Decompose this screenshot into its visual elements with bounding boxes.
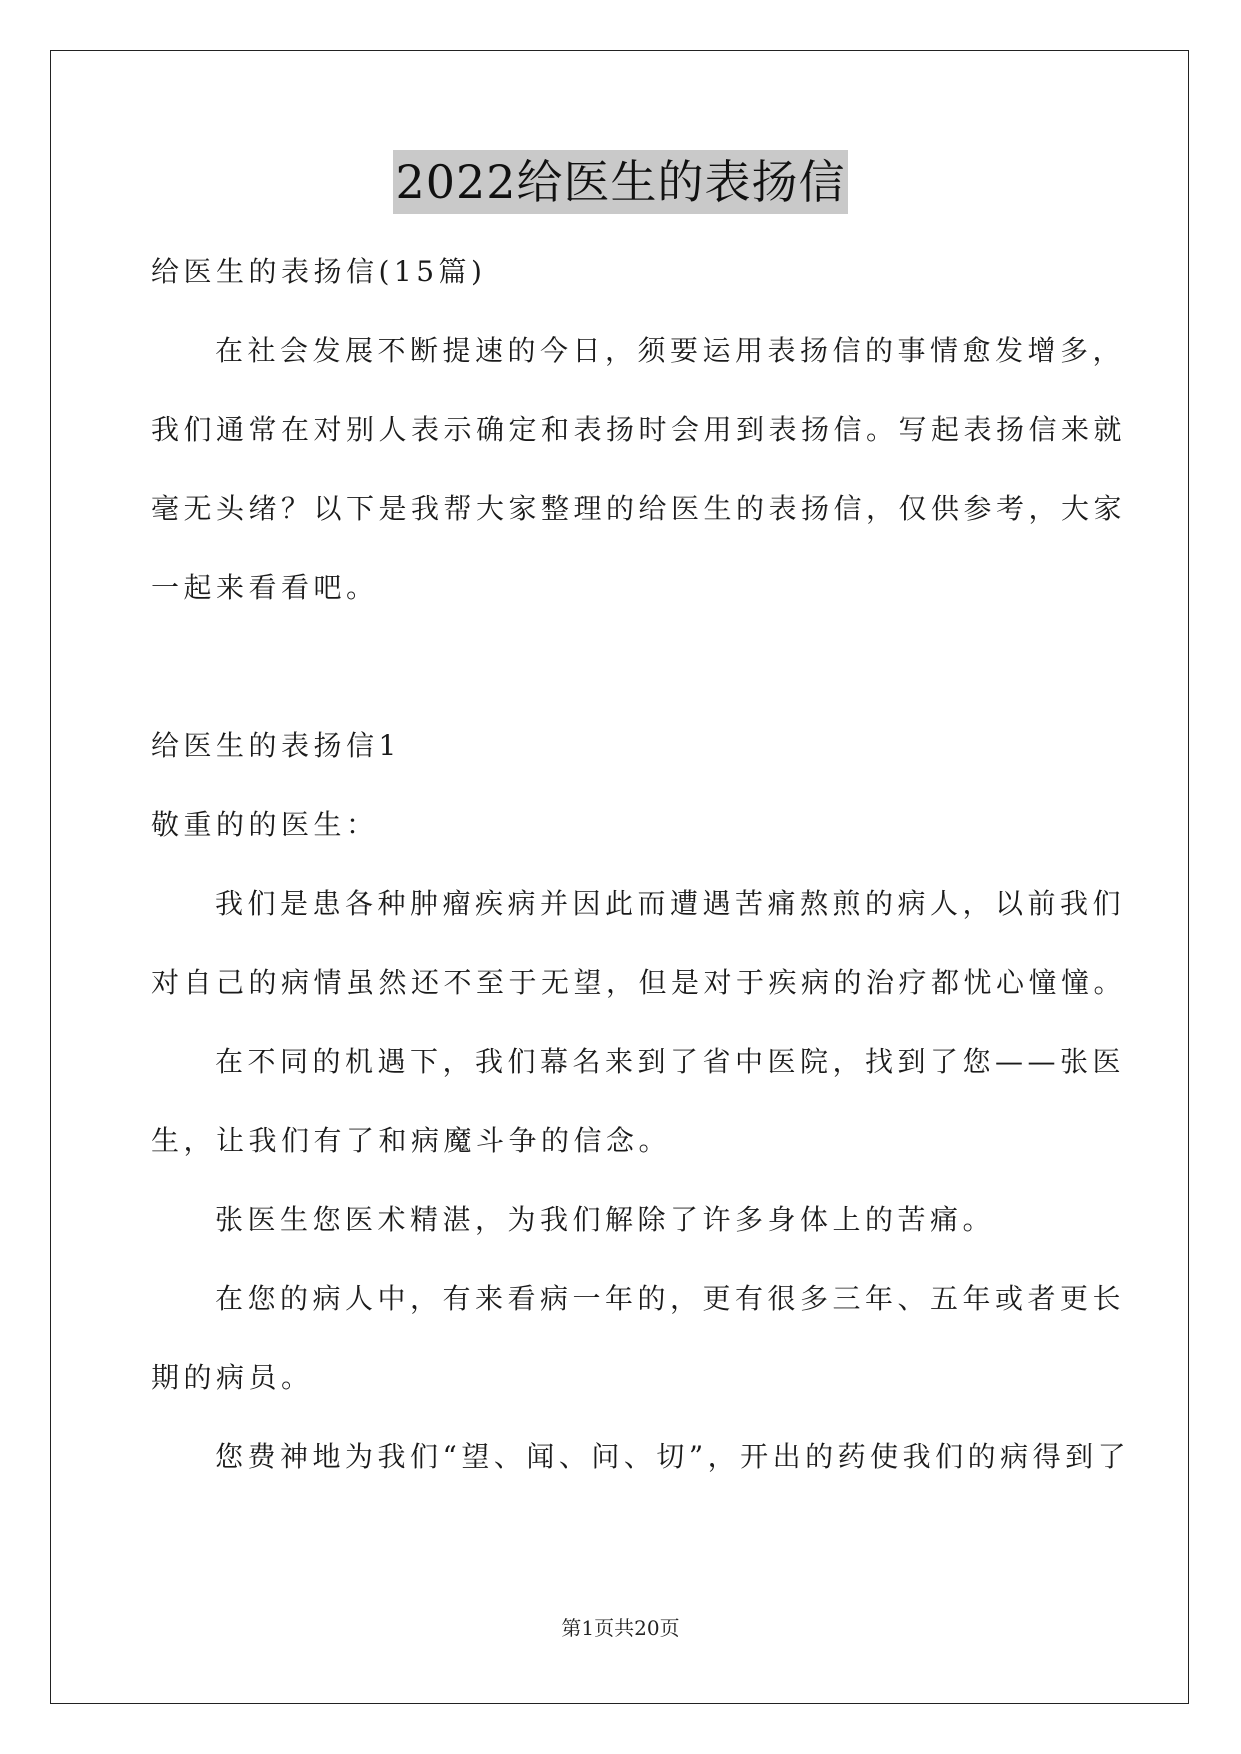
paragraph-line: 一起来看看吧。: [151, 571, 379, 604]
paragraph-line: 对自己的病情虽然还不至于无望，但是对于疾病的治疗都忧心憧憧。: [151, 966, 1127, 999]
page-footer: [0, 1612, 1241, 1641]
paragraph-line: 我们是患各种肿瘤疾病并因此而遭遇苦痛熬煎的病人，以前我们: [215, 887, 1126, 920]
paragraph-line: 您费神地为我们“望、闻、问、切”，开出的药使我们的病得到了: [215, 1440, 1131, 1473]
paragraph-line: 生，让我们有了和病魔斗争的信念。: [151, 1124, 672, 1157]
document-title: 2022给医生的表扬信: [393, 150, 847, 214]
page-total: 共20页: [614, 1616, 680, 1640]
paragraph-line: 在您的病人中，有来看病一年的，更有很多三年、五年或者更长: [215, 1282, 1126, 1315]
page-number: 第1页: [561, 1616, 615, 1640]
salutation: 敬重的的医生：: [151, 808, 379, 841]
paragraph-line: 在不同的机遇下，我们幕名来到了省中医院，找到了您——张医: [215, 1045, 1126, 1078]
paragraph-line: 张医生您医术精湛，为我们解除了许多身体上的苦痛。: [215, 1203, 996, 1236]
title-container: [0, 150, 1241, 214]
paragraph-line: 毫无头绪？以下是我帮大家整理的给医生的表扬信，仅供参考，大家: [151, 492, 1127, 525]
blank-line: [151, 627, 1093, 706]
paragraph-line: 期的病员。: [151, 1361, 314, 1394]
section-heading: 给医生的表扬信1: [151, 729, 401, 762]
paragraph-line: 我们通常在对别人表示确定和表扬时会用到表扬信。写起表扬信来就: [151, 413, 1127, 446]
document-body: [151, 232, 1131, 1496]
paragraph-line: 在社会发展不断提速的今日，须要运用表扬信的事情愈发增多，: [215, 334, 1126, 367]
subtitle-line: 给医生的表扬信(15篇): [151, 255, 487, 288]
